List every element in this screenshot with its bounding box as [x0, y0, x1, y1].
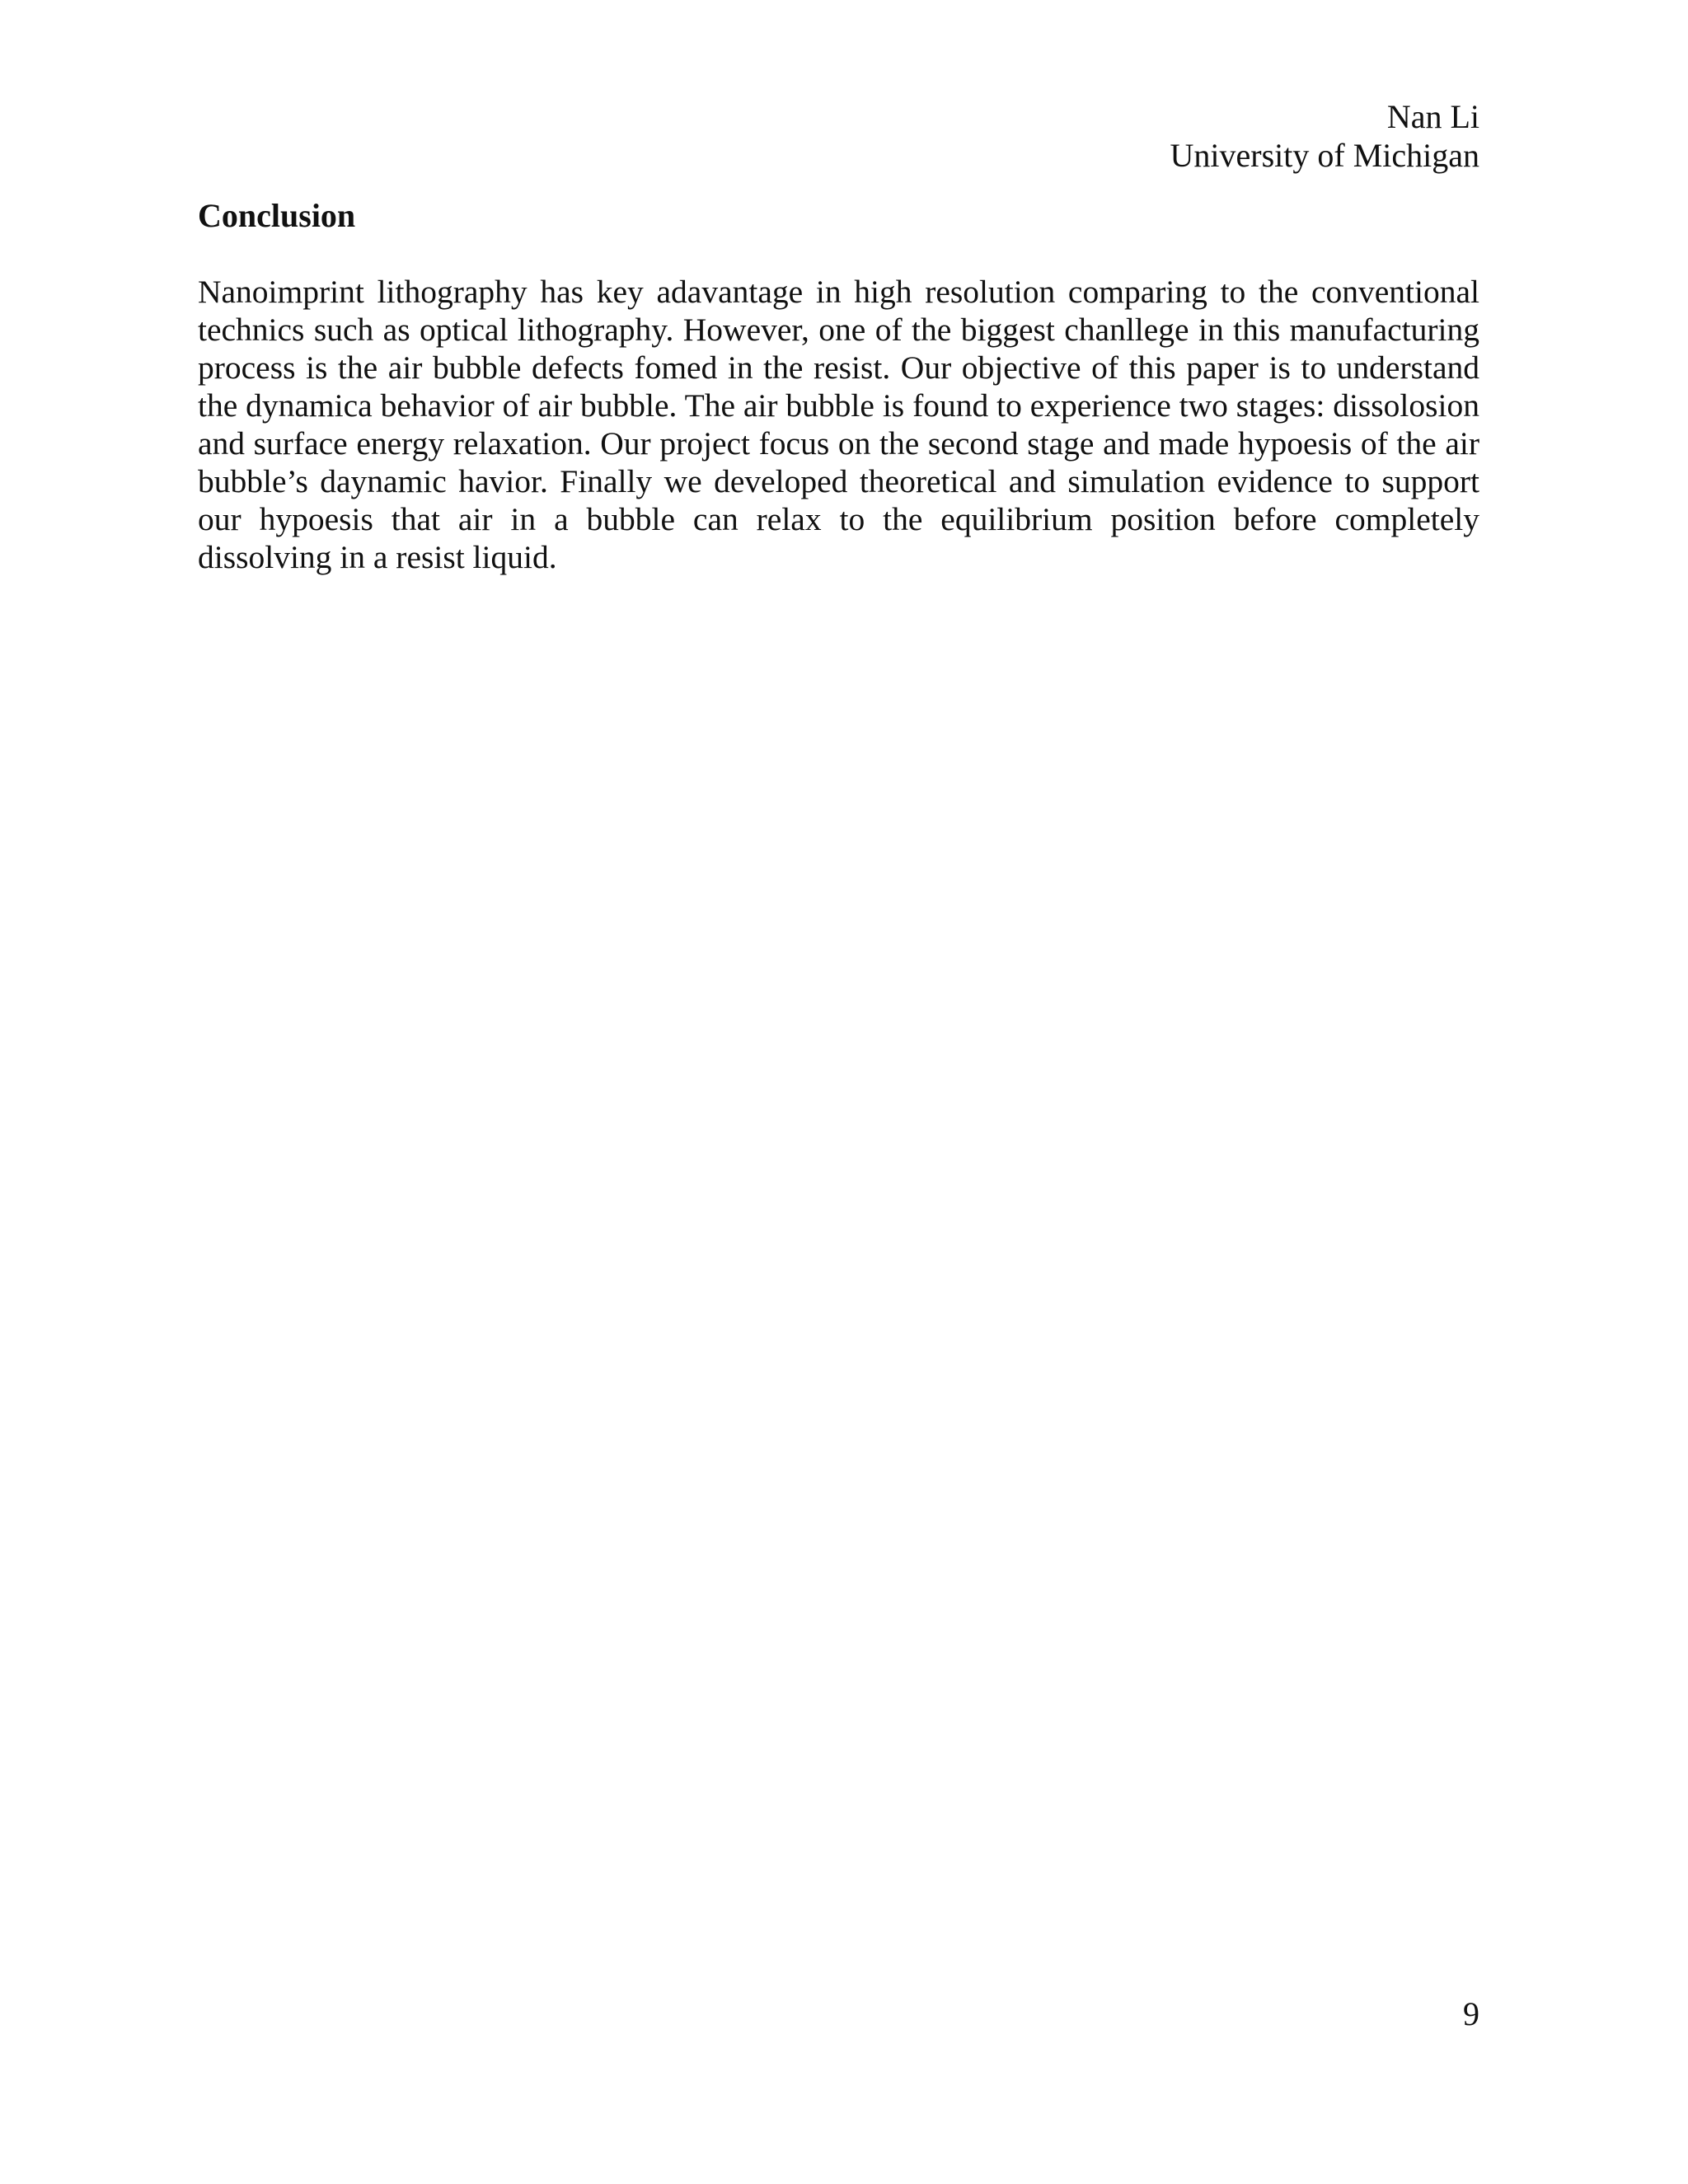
- page-number: 9: [1463, 1995, 1479, 2032]
- conclusion-paragraph: Nanoimprint lithography has key adavantage in high resolution comparing to the conventional technics such as optical lithography. However, one of the biggest chanllege in this manufacturing process is the air bubble defects fomed in the resist. Our objective of this paper is to understand the dynamica behavior of air bubble. The air bubble is found to experience two stages: dissolosion and surface energy relaxation. Our project focus on the second stage and made hypoesis of the air bubble’s daynamic havior. Finally we developed theoretical and simulation evidence to support our hypoesis that air in a bubble can relax to the equilibrium position before completely dissolving in a resist liquid.: [198, 274, 1479, 575]
- author-name: Nan Li: [1386, 98, 1479, 135]
- running-header: [1170, 97, 1480, 175]
- author-affiliation: University of Michigan: [1170, 137, 1479, 174]
- section-heading: Conclusion: [198, 197, 356, 234]
